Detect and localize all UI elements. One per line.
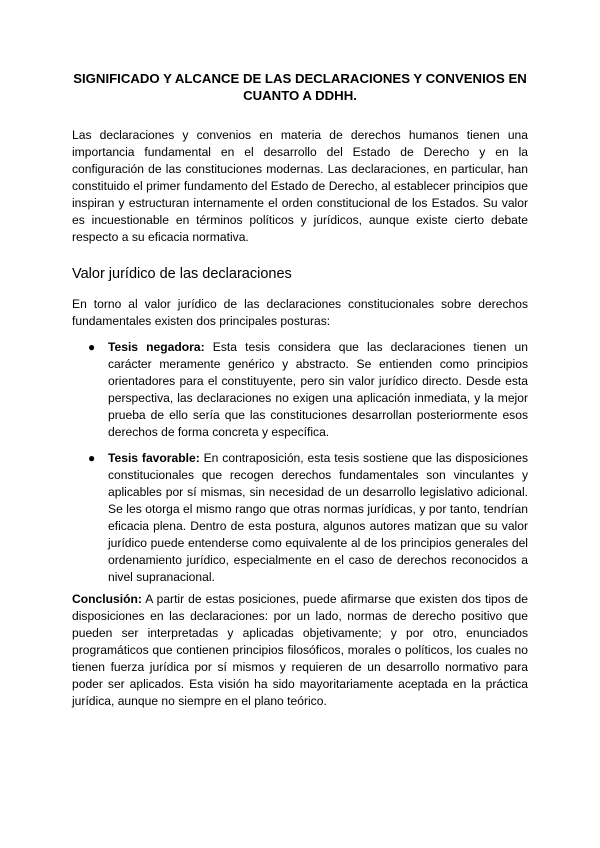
document-title: SIGNIFICADO Y ALCANCE DE LAS DECLARACIONES Y CONVENIOS EN CUANTO A DDHH. [73,71,527,103]
bullet-list [72,450,528,586]
bullet-label: Tesis favorable: [108,451,200,465]
conclusion-label: Conclusión: [72,592,142,606]
bullet-icon: ● [88,340,96,354]
conclusion-paragraph [72,591,528,710]
bullet-list [72,339,528,441]
section-heading: Valor jurídico de las declaraciones [72,266,292,282]
conclusion-text: A partir de estas posiciones, puede afirmarse que existen dos tipos de disposiciones en las declaraciones: por un lado, normas de derecho positivo que pueden ser interpretadas y aplicadas objetivamente; y por otro, enunciados programáticos que contienen principios filosóficos, morales o políticos, los cuales no tienen fuerza jurídica por sí mismos y requieren de un desarrollo normativo para poder ser aplicados. Esta visión ha sido mayoritariamente aceptada en la práctica jurídica, aunque no siempre en el plano teórico. [72,592,528,708]
bullet-text: En contraposición, esta tesis sostiene que las disposiciones constitucionales que recogen derechos fundamentales son vinculantes y aplicables por sí mismas, sin necesidad de un desarrollo legislativo adicional. Se les otorga el mismo rango que otras normas jurídicas, y por tanto, tendrían eficacia plena. Dentro de esta postura, algunos autores matizan que su valor jurídico puede entenderse como equivalente al de los principios generales del ordenamiento jurídico, especialmente en el caso de derechos reconocidos a nivel supranacional. [108,451,528,584]
bullet-label: Tesis negadora: [108,340,205,354]
bullet-item-tesis-negadora [72,339,528,441]
intro-paragraph: Las declaraciones y convenios en materia de derechos humanos tienen una importancia fundamental en el desarrollo del Estado de Derecho y en la configuración de las constituciones modernas. Las declaraciones, en particular, han constituido el primer fundamento del Estado de Derecho, al establecer principios que inspiran y estructuran internamente el orden constitucional de los Estados. Su valor es incuestionable en términos políticos y jurídicos, aunque existe cierto debate respecto a su eficacia normativa. [72,128,528,244]
bullet-item-tesis-favorable [72,450,528,586]
lead-paragraph: En torno al valor jurídico de las declaraciones constitucionales sobre derechos fundamentales existen dos principales posturas: [72,297,528,328]
bullet-icon: ● [88,451,96,465]
bullet-text: Esta tesis considera que las declaraciones tienen un carácter meramente genérico y abstracto. Se entienden como principios orientadores para el constituyente, pero sin valor jurídico directo. Desde esta perspectiva, las declaraciones no exigen una aplicación inmediata, y la mejor prueba de ello sería que las constituciones desarrollan posteriormente esos derechos de forma concreta y específica. [108,340,528,439]
